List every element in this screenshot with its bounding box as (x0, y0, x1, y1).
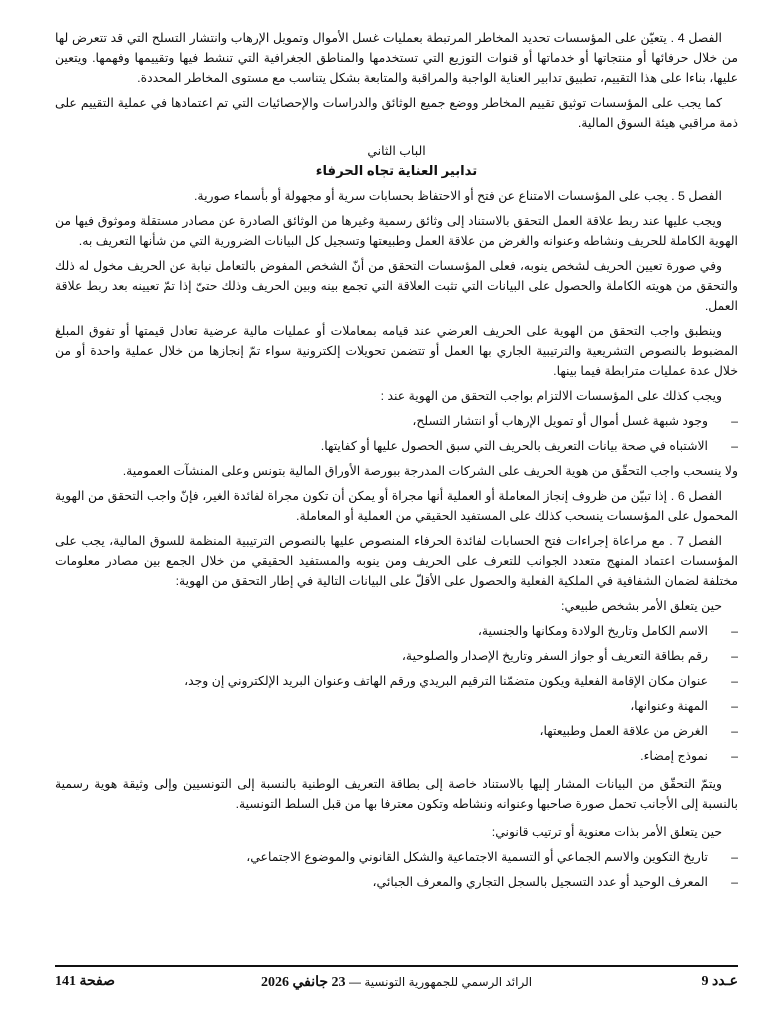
risk-documentation-paragraph: كما يجب على المؤسسات توثيق تقييم المخاطر ووضع جميع الوثائق والدراسات والإحصائيات التي تم اعتمادها في عملية التقييم على ذمة مراقبي هيئة السوق المالية. (55, 96, 738, 130)
dash-bullet: – (731, 414, 738, 428)
publication-date: 23 جانفي 2026 (260, 975, 346, 990)
dash-bullet: – (731, 875, 738, 889)
list-item: – عنوان مكان الإقامة الفعلية ويكون متضمّنا الترقيم البريدي ورقم الهاتف وعنوان البريد الإلكتروني إن وجد، (55, 671, 738, 691)
list-item: – المهنة وعنوانها، (55, 696, 738, 716)
article-4-paragraph: الفصل 4 . يتعيّن على المؤسسات تحديد المخاطر المرتبطة بعمليات غسل الأموال وتمويل الإرهاب وانتشار التسلح التي قد تتعرض لها من خلال حرفائها أو منتجاتها أو خدماتها أو قنوات التوزيع التي تستخدمها والمناطق الجغرافية التي تنشط فيها وتقييمها وفهمها. ويتعين عليها، بناءا على هذا التقييم، تطبيق تدابير العناية الواجبة والمراقبة والمتابعة بشكل يتناسب مع مستوى المخاطر المحددة. (55, 31, 738, 85)
page-sheet (55, 0, 738, 993)
dash-bullet: – (731, 724, 738, 738)
dash-bullet: – (731, 850, 738, 864)
list-item: – رقم بطاقة التعريف أو جواز السفر وتاريخ الإصدار والصلوحية، (55, 646, 738, 666)
list-item: – الاسم الكامل وتاريخ الولادة ومكانها والجنسية، (55, 621, 738, 641)
legal-person-heading: حين يتعلق الأمر بذات معنوية أو ترتيب قانوني: (491, 825, 722, 839)
page-footer (55, 971, 738, 993)
document-body (55, 28, 738, 961)
issue-number: عـدد 9 (701, 974, 738, 989)
legal-person-list (55, 847, 738, 892)
list-item: – الغرض من علاقة العمل وطبيعتها، (55, 721, 738, 741)
article-5-paragraph: الفصل 5 . يجب على المؤسسات الامتناع عن فتح أو الاحتفاظ بحسابات سرية أو مجهولة أو بأسماء صورية. (193, 189, 722, 203)
publication-name: الرائد الرسمي للجمهورية التونسية — (349, 975, 533, 989)
verification-paragraph: ويتمّ التحقّق من البيانات المشار إليها بالاستناد خاصة إلى بطاقة التعريف الوطنية بالنسبة إلى التونسيين وإلى وثيقة هوية رسمية بالنسبة إلى الأجانب تحمل صورة صاحبها وعنوانه ونشاطه وتكون معترفا بها من قبل السلط التونسية. (55, 777, 738, 811)
dash-bullet: – (731, 649, 738, 663)
page-number: صفحة 141 (55, 974, 116, 989)
identity-cases-list (55, 411, 738, 456)
chapter-label: الباب الثاني (367, 144, 426, 158)
list-item: – وجود شبهة غسل أموال أو تمويل الإرهاب أو انتشار التسلح، (55, 411, 738, 431)
dash-bullet: – (731, 699, 738, 713)
list-item: – المعرف الوحيد أو عدد التسجيل بالسجل التجاري والمعرف الجبائي، (55, 872, 738, 892)
chapter-title: تدابير العناية تجاه الحرفاء (315, 163, 478, 178)
occasional-client-paragraph: وينطبق واجب التحقق من الهوية على الحريف العرضي عند قيامه بمعاملات أو عمليات مالية عرضية تعادل قيمتها أو تفوق المبلغ المضبوط بالنصوص التشريعية والترتيبية الجاري بها العمل أو تتضمن تحويلات إلكترونية سواء تمّ إنجازها من خلال عملية واحدة أو من خلال عدة عمليات مترابطة فيما بينها. (55, 324, 738, 378)
dash-bullet: – (731, 624, 738, 638)
dash-bullet: – (731, 749, 738, 763)
dash-bullet: – (731, 674, 738, 688)
natural-person-list (55, 621, 738, 766)
footer-divider (55, 965, 738, 967)
business-relationship-paragraph: ويجب عليها عند ربط علاقة العمل التحقق بالاستناد إلى وثائق رسمية وغيرها من الوثائق الصادرة عن مصادر مستقلة وموثوق فيها من الهوية الكاملة للحريف ونشاطه وعنوانه والغرض من علاقة العمل وطبيعتها وتسجيل كل البيانات الضرورية التي من شأنها التعريف به. (55, 214, 738, 248)
publication-line (175, 971, 618, 994)
list-item: – تاريخ التكوين والاسم الجماعي أو التسمية الاجتماعية والشكل القانوني والموضوع الاجتماعي، (55, 847, 738, 867)
article-6-paragraph: الفصل 6 . إذا تبيّن من ظروف إنجاز المعاملة أو العملية أنها مجراة أو يمكن أن تكون مجراة لفائدة الغير، فإنّ واجب التحقق من الهوية المحمول على المؤسسات ينسحب كذلك على المستفيد الحقيقي من العملية أو المعاملة. (55, 489, 738, 523)
representative-paragraph: وفي صورة تعيين الحريف لشخص ينوبه، فعلى المؤسسات التحقق من أنّ الشخص المفوض بالتعامل نيابة عن الحريف مخول له ذلك والتحقق من هويته الكاملة والحصول على البيانات التي تثبت العلاقة التي تجمع بينه وبين الحريف وذلك حتىّ إذا تمّ تعيينه بعد ربط علاقة العمل. (55, 259, 738, 313)
list-item: – الاشتباه في صحة بيانات التعريف بالحريف التي سبق الحصول عليها أو كفايتها. (55, 436, 738, 456)
identity-obligation-intro: ويجب كذلك على المؤسسات الالتزام بواجب التحقق من الهوية عند : (380, 389, 722, 403)
article-7-paragraph: الفصل 7 . مع مراعاة إجراءات فتح الحسابات لفائدة الحرفاء المنصوص عليها بالنصوص الترتيبية المنظمة للسوق المالية، يجب على المؤسسات اعتماد المنهج متعدد الجوانب للتعرف على الحريف ومن ينوبه والمستفيد الحقيقي من خلال الجمع بين مصادر معلومات مختلفة لضمان الشفافية في الملكية الفعلية والحصول على الأقلّ على البيانات التالية في إطار التحقق من الهوية: (55, 534, 738, 588)
natural-person-heading: حين يتعلق الأمر بشخص طبيعي: (561, 599, 722, 613)
exemption-paragraph: ولا ينسحب واجب التحقّق من هوية الحريف على الشركات المدرجة ببورصة الأوراق المالية بتونس وعلى المنشآت العمومية. (122, 464, 738, 478)
list-item: – نموذج إمضاء. (55, 746, 738, 766)
dash-bullet: – (731, 439, 738, 453)
